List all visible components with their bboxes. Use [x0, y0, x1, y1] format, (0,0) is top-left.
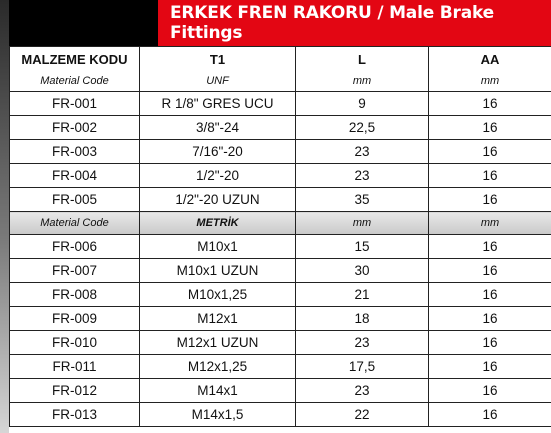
table-row	[10, 92, 551, 116]
table-cell: M14x1	[140, 379, 296, 403]
table-row	[10, 259, 551, 283]
table-cell: FR-013	[10, 403, 140, 427]
table-cell: 21	[296, 283, 429, 307]
table-cell: FR-011	[10, 355, 140, 379]
table-cell: 16	[429, 188, 551, 212]
subheader-cell: METRİK	[140, 212, 296, 235]
header-aa: AA	[429, 47, 551, 74]
table-row	[10, 355, 551, 379]
table-row	[10, 235, 551, 259]
table-cell: 23	[296, 331, 429, 355]
table-cell: FR-008	[10, 283, 140, 307]
table-cell: 23	[296, 140, 429, 164]
table-row	[10, 164, 551, 188]
fittings-table	[9, 46, 551, 427]
table-cell: 22,5	[296, 116, 429, 140]
table-cell: FR-002	[10, 116, 140, 140]
table-cell: 16	[429, 116, 551, 140]
page-title: ERKEK FREN RAKORU / Male Brake Fittings	[158, 0, 551, 46]
table-cell: 9	[296, 92, 429, 116]
table-cell: 22	[296, 403, 429, 427]
title-bar	[9, 0, 551, 46]
table-cell: M14x1,5	[140, 403, 296, 427]
subheader-cell: Material Code	[10, 212, 140, 235]
table-cell: FR-007	[10, 259, 140, 283]
header-aa-sub: mm	[429, 73, 551, 92]
table-row	[10, 331, 551, 355]
left-accent-bar	[0, 0, 9, 433]
table-row	[10, 307, 551, 331]
table-cell: M12x1	[140, 307, 296, 331]
table-cell: 3/8"-24	[140, 116, 296, 140]
table-cell: M12x1 UZUN	[140, 331, 296, 355]
header-t1-sub: UNF	[140, 73, 296, 92]
table-row	[10, 403, 551, 427]
table-row	[10, 116, 551, 140]
table-cell: 16	[429, 307, 551, 331]
table-cell: 16	[429, 283, 551, 307]
table-cell: 35	[296, 188, 429, 212]
table-cell: FR-006	[10, 235, 140, 259]
header-t1: T1	[140, 47, 296, 74]
table-cell: 1/2"-20	[140, 164, 296, 188]
table-cell: 7/16"-20	[140, 140, 296, 164]
table-cell: 16	[429, 259, 551, 283]
table-cell: FR-003	[10, 140, 140, 164]
table-cell: 16	[429, 355, 551, 379]
table-cell: M10x1 UZUN	[140, 259, 296, 283]
table-cell: FR-010	[10, 331, 140, 355]
table-row	[10, 379, 551, 403]
header-material-code: MALZEME KODU	[10, 47, 140, 74]
table-cell: 30	[296, 259, 429, 283]
header-row	[10, 47, 551, 74]
table-cell: M10x1	[140, 235, 296, 259]
table-cell: FR-004	[10, 164, 140, 188]
table-cell: M12x1,25	[140, 355, 296, 379]
table-row	[10, 188, 551, 212]
subheader-cell: mm	[296, 212, 429, 235]
table-cell: 23	[296, 164, 429, 188]
table-cell: M10x1,25	[140, 283, 296, 307]
table-row	[10, 283, 551, 307]
table-cell: FR-012	[10, 379, 140, 403]
table-cell: 1/2"-20 UZUN	[140, 188, 296, 212]
table-cell: 15	[296, 235, 429, 259]
table-cell: 16	[429, 331, 551, 355]
table-cell: 16	[429, 164, 551, 188]
table-cell: 17,5	[296, 355, 429, 379]
subheader-row	[10, 212, 551, 235]
header-sub-row	[10, 73, 551, 92]
table-cell: 16	[429, 379, 551, 403]
header-l: L	[296, 47, 429, 74]
subheader-cell: mm	[429, 212, 551, 235]
table-cell: 23	[296, 379, 429, 403]
table-cell: FR-009	[10, 307, 140, 331]
table-cell: 16	[429, 403, 551, 427]
table-cell: 16	[429, 92, 551, 116]
table-cell: FR-005	[10, 188, 140, 212]
table-cell: 16	[429, 235, 551, 259]
table-cell: R 1/8" GRES UCU	[140, 92, 296, 116]
header-l-sub: mm	[296, 73, 429, 92]
header-material-code-sub: Material Code	[10, 73, 140, 92]
table-cell: FR-001	[10, 92, 140, 116]
table-cell: 18	[296, 307, 429, 331]
table-cell: 16	[429, 140, 551, 164]
table-row	[10, 140, 551, 164]
